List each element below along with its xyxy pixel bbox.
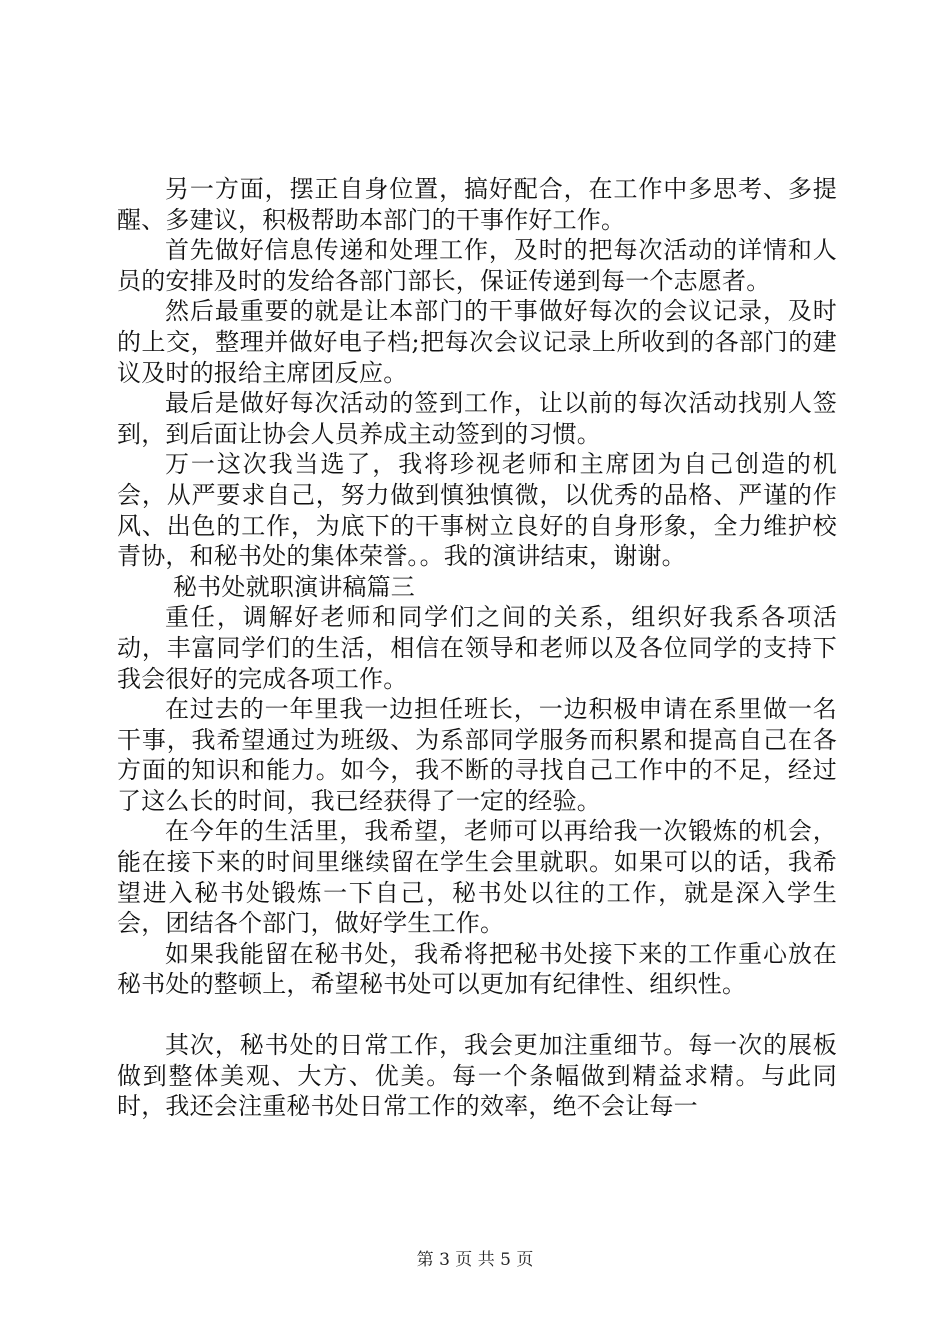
page-number-footer: 第 3 页 共 5 页: [416, 1250, 534, 1270]
paragraph: 如果我能留在秘书处，我希将把秘书处接下来的工作重心放在秘书处的整顿上，希望秘书处可以更加有纪律性、组织性。: [117, 939, 837, 999]
paragraph: 在过去的一年里我一边担任班长，一边积极申请在系里做一名干事，我希望通过为班级、为系部同学服务而积累和提高自己在各方面的知识和能力。如今，我不断的寻找自己工作中的不足，经过了这么长的时间，我已经获得了一定的经验。: [117, 695, 837, 815]
paragraph: 在今年的生活里，我希望，老师可以再给我一次锻炼的机会，能在接下来的时间里继续留在学生会里就职。如果可以的话，我希望进入秘书处锻炼一下自己，秘书处以往的工作，就是深入学生会，团结各个部门，做好学生工作。: [117, 817, 837, 938]
paragraph: 万一这次我当选了，我将珍视老师和主席团为自己创造的机会，从严要求自己，努力做到慎独慎微，以优秀的品格、严谨的作风、出色的工作，为底下的干事树立良好的自身形象，全力维护校青协，和秘书处的集体荣誉。。我的演讲结束，谢谢。: [117, 450, 837, 571]
paragraph: 其次，秘书处的日常工作，我会更加注重细节。每一次的展板做到整体美观、大方、优美。每一个条幅做到精益求精。与此同时，我还会注重秘书处日常工作的效率，绝不会让每一: [117, 1031, 837, 1121]
document-body: [117, 174, 837, 1122]
section-heading: 秘书处就职演讲稿篇三: [173, 572, 415, 601]
paragraph: 最后是做好每次活动的签到工作，让以前的每次活动找别人签到，到后面让协会人员养成主动签到的习惯。: [117, 389, 837, 448]
paragraph: 另一方面，摆正自身位置，搞好配合，在工作中多思考、多提醒、多建议，积极帮助本部门的干事作好工作。: [117, 175, 837, 234]
paragraph: 首先做好信息传递和处理工作，及时的把每次活动的详情和人员的安排及时的发给各部门部长，保证传递到每一个志愿者。: [117, 236, 837, 295]
paragraph: 重任，调解好老师和同学们之间的关系，组织好我系各项活动，丰富同学们的生活，相信在领导和老师以及各位同学的支持下我会很好的完成各项工作。: [117, 603, 837, 693]
paragraph: 然后最重要的就是让本部门的干事做好每次的会议记录，及时的上交，整理并做好电子档;把每次会议记录上所收到的各部门的建议及时的报给主席团反应。: [117, 297, 837, 387]
